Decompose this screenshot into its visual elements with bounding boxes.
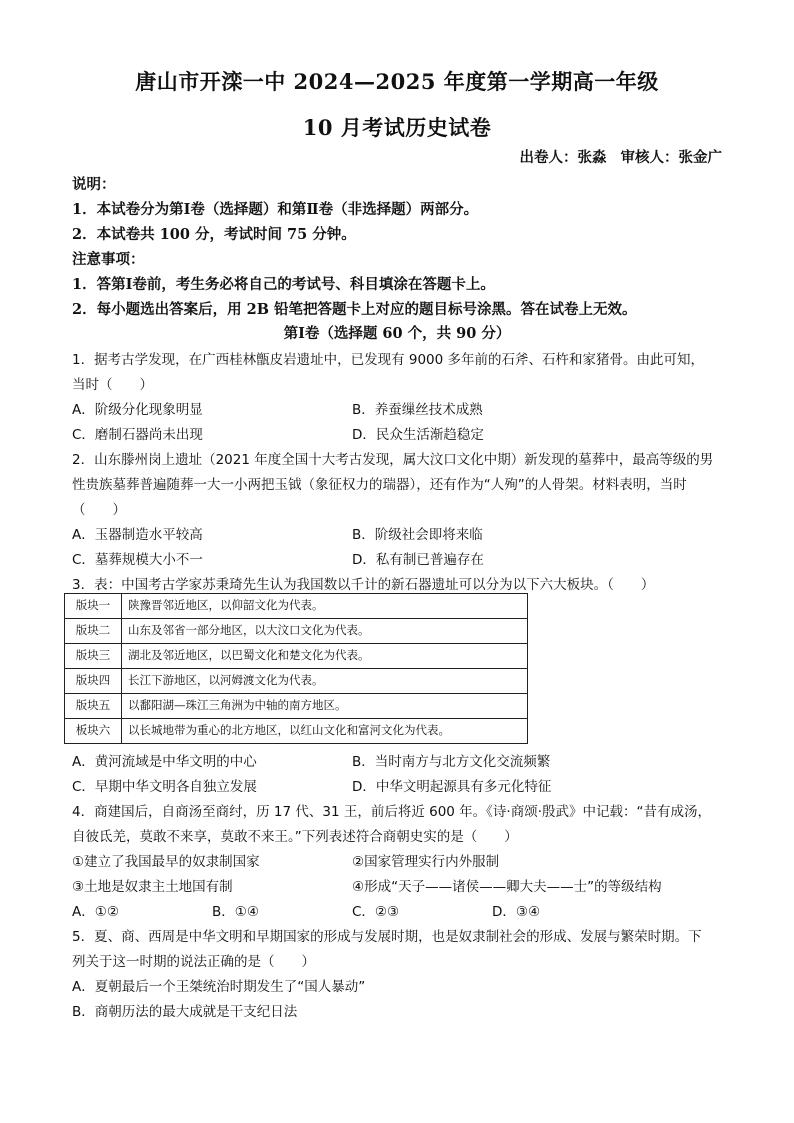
neolithic-blocks-table — [64, 593, 528, 744]
table-cell-key: 版块五 — [65, 694, 122, 719]
question-2-text-cont: 性贵族墓葬普遍随葬一大一小两把玉钺（象征权力的瑞器），还有作为“人殉”的人骨架。材料表明，当时 — [72, 477, 687, 493]
table-cell-value: 湖北及邻近地区，以巴蜀文化和楚文化为代表。 — [122, 644, 528, 669]
table-row — [65, 594, 528, 619]
q1-option-b: B．养蚕缫丝技术成熟 — [352, 402, 483, 418]
table-cell-value: 陕豫晋邻近地区，以仰韶文化为代表。 — [122, 594, 528, 619]
reviewer-label: 审核人：张金广 — [620, 149, 722, 166]
q1-option-a: A．阶级分化现象明显 — [72, 402, 203, 418]
q5-option-a: A．夏朝最后一个王桀统治时期发生了“国人暴动” — [72, 979, 366, 995]
table-row — [65, 669, 528, 694]
question-4-text: 4．商建国后，自商汤至商纣，历 17 代、31 王，前后将近 600 年。《诗·商颂·殷武》中记载：“昔有成汤， — [72, 804, 711, 820]
table-cell-value: 以鄱阳湖—珠江三角洲为中轴的南方地区。 — [122, 694, 528, 719]
question-1-text-cont: 当时（ ） — [72, 377, 153, 393]
q2-option-a: A．玉器制造水平较高 — [72, 527, 203, 543]
q3-option-a: A．黄河流域是中华文明的中心 — [72, 754, 257, 770]
q4-option-a: A．①② — [72, 904, 119, 920]
question-5-text: 5．夏、商、西周是中华文明和早期国家的形成与发展时期，也是奴隶制社会的形成、发展与繁荣时期。下 — [72, 929, 702, 945]
q3-option-b: B．当时南方与北方文化交流频繁 — [352, 754, 551, 770]
q4-option-d: D．③④ — [492, 904, 541, 920]
question-2-bracket: （ ） — [72, 502, 126, 518]
q4-option-c: C．②③ — [352, 904, 400, 920]
instruction-item: 1．本试卷分为第Ⅰ卷（选择题）和第Ⅱ卷（非选择题）两部分。 — [72, 201, 479, 218]
q3-option-c: C．早期中华文明各自独立发展 — [72, 779, 257, 795]
q1-option-d: D．民众生活渐趋稳定 — [352, 427, 484, 443]
note-item: 2．每小题选出答案后，用 2B 铅笔把答题卡上对应的题目标号涂黑。答在试卷上无效。 — [72, 301, 637, 318]
question-5-text-cont: 列关于这一时期的说法正确的是（ ） — [72, 954, 315, 970]
table-cell-value: 长江下游地区，以河姆渡文化为代表。 — [122, 669, 528, 694]
table-cell-key: 版块四 — [65, 669, 122, 694]
author-label: 出卷人：张淼 — [519, 149, 607, 166]
note-item: 1．答第Ⅰ卷前，考生务必将自己的考试号、科目填涂在答题卡上。 — [72, 276, 495, 293]
instruction-item: 2．本试卷共 100 分，考试时间 75 分钟。 — [72, 226, 356, 243]
q4-statement-3: ③土地是奴隶主土地国有制 — [72, 879, 233, 895]
q4-statement-2: ②国家管理实行内外服制 — [352, 854, 500, 870]
exam-authors — [520, 146, 723, 167]
q4-option-b: B．①④ — [212, 904, 259, 920]
instructions-heading: 说明： — [72, 176, 116, 193]
q1-option-c: C．磨制石器尚未出现 — [72, 427, 203, 443]
question-3-text: 3．表：中国考古学家苏秉琦先生认为我国数以千计的新石器遗址可以分为以下六大板块。（ ） — [72, 577, 655, 593]
exam-title: 唐山市开滦一中 2024—2025 年度第一学期高一年级 — [135, 69, 659, 94]
table-cell-key: 版块一 — [65, 594, 122, 619]
table-row — [65, 644, 528, 669]
table-cell-value: 以长城地带为重心的北方地区，以红山文化和富河文化为代表。 — [122, 719, 528, 744]
q4-statement-1: ①建立了我国最早的奴隶制国家 — [72, 854, 260, 870]
table-cell-key: 版块三 — [65, 644, 122, 669]
notes-heading: 注意事项： — [72, 251, 145, 268]
table-row — [65, 619, 528, 644]
q2-option-c: C．墓葬规模大小不一 — [72, 552, 203, 568]
exam-subtitle: 10 月考试历史试卷 — [302, 115, 492, 140]
table-cell-key: 板块六 — [65, 719, 122, 744]
table-row — [65, 719, 528, 744]
question-4-text-cont: 自彼氐羌，莫敢不来享，莫敢不来王。”下列表述符合商朝史实的是（ ） — [72, 829, 518, 845]
q2-option-d: D．私有制已普遍存在 — [352, 552, 484, 568]
q2-option-b: B．阶级社会即将来临 — [352, 527, 483, 543]
table-cell-key: 版块二 — [65, 619, 122, 644]
question-2-text: 2．山东滕州岗上遗址（2021 年度全国十大考古发现，属大汶口文化中期）新发现的墓葬中，最高等级的男 — [72, 452, 714, 468]
question-1-text: 1．据考古学发现，在广西桂林甑皮岩遗址中，已发现有 9000 多年前的石斧、石杵和家猪骨。由此可知， — [72, 352, 705, 368]
q5-option-b: B．商朝历法的最大成就是干支纪日法 — [72, 1004, 298, 1020]
q3-option-d: D．中华文明起源具有多元化特征 — [352, 779, 552, 795]
section-title: 第Ⅰ卷（选择题 60 个，共 90 分） — [283, 325, 511, 342]
q4-statement-4: ④形成“天子——诸侯——卿大夫——士”的等级结构 — [352, 879, 662, 895]
table-row — [65, 694, 528, 719]
table-cell-value: 山东及邻省一部分地区，以大汶口文化为代表。 — [122, 619, 528, 644]
